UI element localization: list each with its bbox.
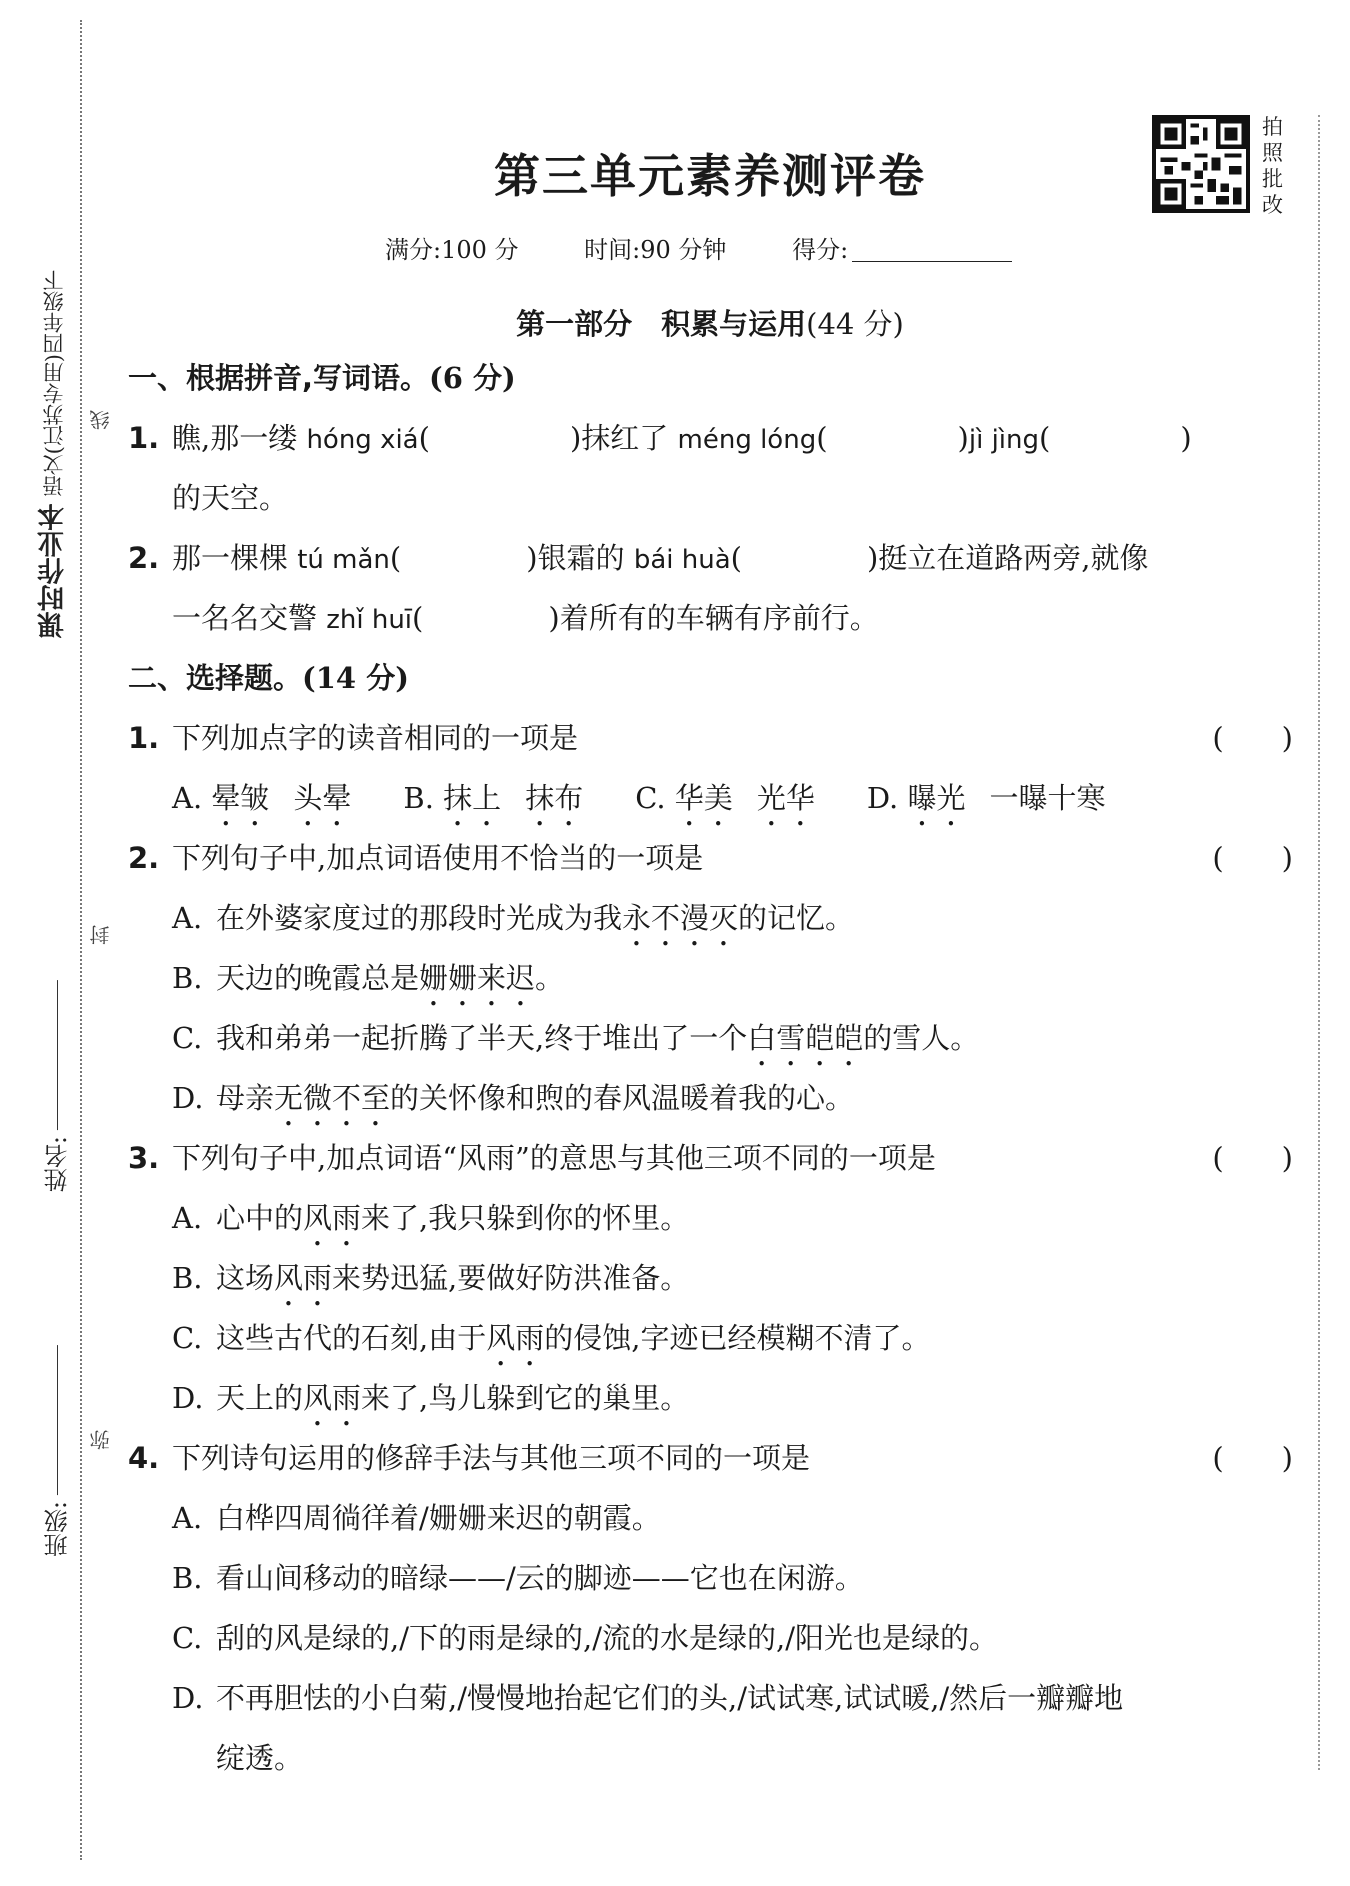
pinyin: tú mǎn [297, 545, 390, 575]
question-text: 着所有的车辆有序前行。 [559, 601, 879, 635]
section-1-title: 一、根据拼音,写词语。 [128, 361, 430, 395]
s1-q2-cont: 一名名交警 zhǐ huī( )着所有的车辆有序前行。 [172, 601, 879, 635]
s2-q3-option-a[interactable]: A. 心中的风雨来了,我只躲到你的怀里。 [172, 1201, 690, 1235]
option-d[interactable]: D. 曝光 一曝十寒 [866, 781, 1106, 815]
question-text: 瞧,那一缕 [172, 421, 298, 455]
part-one-title: 第一部分 积累与运用 [516, 307, 807, 341]
series-subtitle: 语文(江苏专用)四年级下 [42, 270, 66, 497]
s1-q1-cont: 的天空。 [172, 481, 289, 515]
s2-q4-option-d-cont: 绽透。 [216, 1741, 304, 1775]
option-b[interactable]: B. 抹上 抹布 [403, 781, 584, 815]
class-blank[interactable] [58, 1345, 59, 1495]
s2-q1 [128, 718, 1293, 758]
question-number: 2. [128, 841, 160, 875]
name-label: 姓名: [44, 1136, 72, 1193]
s2-q3-option-c[interactable]: C. 这些古代的石刻,由于风雨的侵蚀,字迹已经模糊不清了。 [172, 1321, 931, 1355]
cut-mark-seal: 封 [89, 925, 113, 945]
answer-paren[interactable]: ( ) [1212, 841, 1293, 875]
question-stem: 下列句子中,加点词语使用不恰当的一项是 [172, 841, 704, 875]
exam-meta [385, 230, 1070, 265]
cut-mark-line: 线 [89, 410, 113, 430]
question-number: 1. [128, 421, 160, 455]
question-stem: 下列诗句运用的修辞手法与其他三项不同的一项是 [172, 1441, 811, 1475]
part-one-heading [0, 302, 1350, 343]
s2-q2-option-d[interactable]: D. 母亲无微不至的关怀像和煦的春风温暖着我的心。 [172, 1081, 855, 1115]
section-1-points: (6 分) [429, 361, 516, 395]
s2-q2 [128, 838, 1293, 878]
question-stem: 下列加点字的读音相同的一项是 [172, 721, 579, 755]
binding-dotted-line [80, 20, 82, 1860]
full-score: 满分:100 分 [385, 236, 519, 264]
question-number: 3. [128, 1141, 160, 1175]
question-stem: 下列句子中,加点词语“风雨”的意思与其他三项不同的一项是 [172, 1141, 936, 1175]
option-a[interactable]: A. 晕皱 头晕 [172, 781, 352, 815]
question-text: 抹红了 [581, 421, 669, 455]
section-2-points: (14 分) [302, 661, 409, 695]
pinyin: méng lóng [677, 425, 817, 455]
section-1-heading [128, 358, 516, 398]
exam-time: 时间:90 分钟 [584, 236, 727, 264]
s2-q3-option-b[interactable]: B. 这场风雨来势迅猛,要做好防洪准备。 [172, 1261, 690, 1295]
answer-paren[interactable]: ( ) [1212, 721, 1293, 755]
s2-q4-option-c[interactable]: C. 刮的风是绿的,/下的雨是绿的,/流的水是绿的,/阳光也是绿的。 [172, 1621, 998, 1655]
s2-q1-options [172, 778, 1106, 833]
section-2-heading [128, 658, 409, 698]
s2-q3-option-d[interactable]: D. 天上的风雨来了,鸟儿躲到它的巢里。 [172, 1381, 690, 1415]
question-text: 挺立在道路两旁,就像 [878, 541, 1149, 575]
series-brand: 课时作业本 [38, 503, 69, 639]
answer-paren[interactable]: ( ) [1212, 1141, 1293, 1175]
class-label: 班级: [44, 1501, 72, 1558]
part-one-points: (44 分) [806, 307, 904, 341]
s2-q2-option-c[interactable]: C. 我和弟弟一起折腾了半天,终于堆出了一个白雪皑皑的雪人。 [172, 1021, 980, 1055]
s2-q4-option-b[interactable]: B. 看山间移动的暗绿——/云的脚迹——它也在闲游。 [172, 1561, 864, 1595]
question-number: 2. [128, 541, 160, 575]
pinyin: jì jìng [968, 425, 1040, 455]
s1-q1: 1. 瞧,那一缕 hóng xiá( )抹红了 méng lóng( )jì jìng( ) [128, 418, 1293, 460]
s1-q2: 2. 那一棵棵 tú mǎn( )银霜的 bái huà( )挺立在道路两旁,就像 [128, 538, 1149, 580]
question-text: 一名名交警 [172, 601, 318, 635]
s2-q4-option-a[interactable]: A. 白桦四周徜徉着/姗姗来迟的朝霞。 [172, 1501, 661, 1535]
name-field[interactable] [40, 980, 75, 1192]
s2-q2-option-b[interactable]: B. 天边的晚霞总是姗姗来迟。 [172, 961, 565, 995]
cut-mark-close: 弥 [89, 1430, 113, 1450]
question-number: 4. [128, 1441, 160, 1475]
pinyin: zhǐ huī [326, 605, 413, 635]
score-label: 得分: [792, 236, 849, 264]
section-2-title: 二、选择题。 [128, 661, 303, 695]
s2-q2-option-a[interactable]: A. 在外婆家度过的那段时光成为我永不漫灭的记忆。 [172, 901, 855, 935]
answer-paren[interactable]: ( ) [1212, 1441, 1293, 1475]
name-blank[interactable] [58, 980, 59, 1130]
qr-caption: 拍照批改 [1262, 115, 1283, 217]
option-c[interactable]: C. 华美 光华 [635, 781, 815, 815]
s2-q4 [128, 1438, 1293, 1478]
class-field[interactable] [40, 1345, 75, 1557]
score-blank[interactable] [852, 241, 1012, 262]
page-title: 第三单元素养测评卷 [494, 149, 926, 203]
question-text: 银霜的 [537, 541, 625, 575]
pinyin: bái huà [633, 545, 731, 575]
pinyin: hóng xiá [306, 425, 419, 455]
right-dotted-line [1318, 115, 1320, 1770]
s2-q4-option-d[interactable]: D. 不再胆怯的小白菊,/慢慢地抬起它们的头,/试试寒,试试暖,/然后一瓣瓣地 [172, 1681, 1124, 1715]
question-number: 1. [128, 721, 160, 755]
s2-q3 [128, 1138, 1293, 1178]
question-text: 那一棵棵 [172, 541, 289, 575]
